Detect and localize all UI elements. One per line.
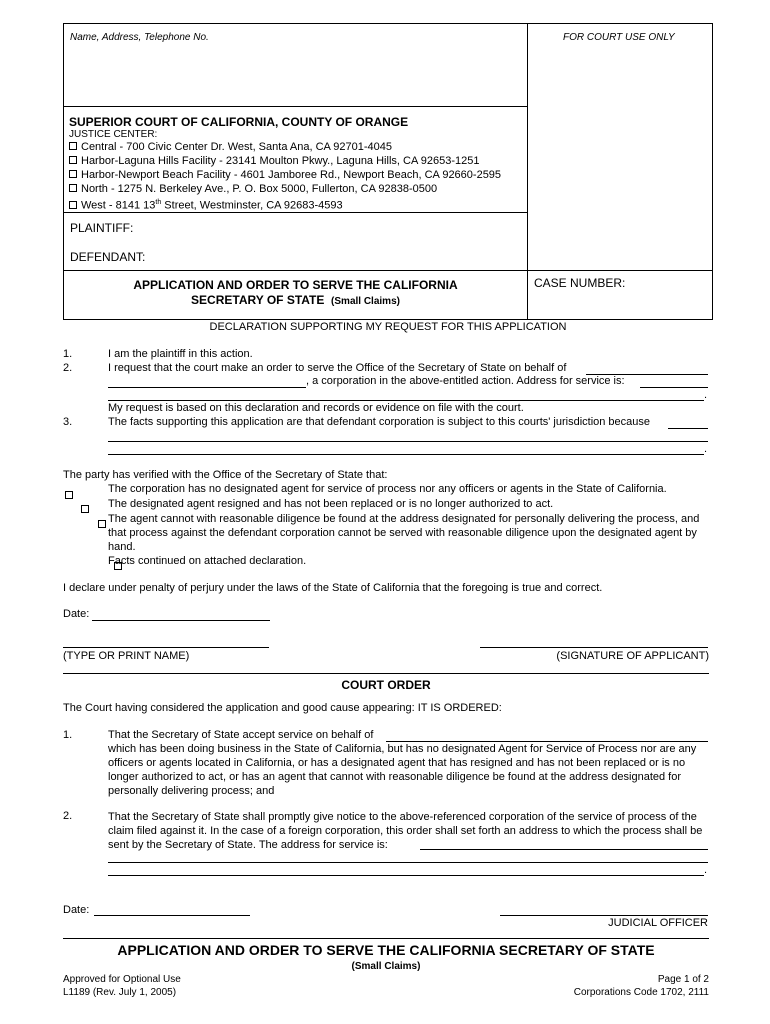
check-facts-continued-text: Facts continued on attached declaration. <box>108 555 307 567</box>
corporations-code: Corporations Code 1702, 2111 <box>573 987 709 998</box>
center-option-laguna[interactable]: Harbor-Laguna Hills Facility - 23141 Moulton Pkwy., Laguna Hills, CA 92653-1251 <box>69 154 501 168</box>
checkbox[interactable] <box>69 142 77 150</box>
page-number: Page 1 of 2 <box>657 974 709 985</box>
court-use-label: FOR COURT USE ONLY <box>563 32 675 43</box>
checkbox[interactable] <box>69 184 77 192</box>
form-title: APPLICATION AND ORDER TO SERVE THE CALIFORNIA SECRETARY OF STATE (Small Claims) <box>133 278 458 307</box>
signature-field[interactable] <box>480 647 708 648</box>
perjury-statement: I declare under penalty of perjury under the laws of the State of California that the foregoing is true and correct. <box>63 582 603 594</box>
service-address-field[interactable] <box>640 387 708 388</box>
order-item1-rest: which has been doing business in the State of California, but has no designated Agent for Service of Process nor are any officers or agents located in California, or has a designated agent that has resigned and has not been replaced or is no longer authorized to act, or has an agent that cannot with reasonable diligence be found at the address designated for personally delivering process; and <box>108 743 697 797</box>
order-date-label: Date: <box>63 904 90 916</box>
jurisdiction-field-3[interactable] <box>108 454 704 455</box>
case-number-label: CASE NUMBER: <box>534 276 626 290</box>
footer-divider <box>63 938 709 939</box>
order-divider <box>63 673 709 674</box>
center-option-west[interactable]: West - 8141 13th Street, Westminster, CA 92683-4593 <box>69 196 501 213</box>
order-date-field[interactable] <box>94 915 250 916</box>
check-agent-resigned-text: The designated agent resigned and has not been replaced or is no longer authorized to act. <box>108 498 554 510</box>
footer-title: APPLICATION AND ORDER TO SERVE THE CALIFORNIA SECRETARY OF STATE <box>117 942 655 958</box>
justice-center-list <box>69 140 501 213</box>
decl-item2-basis: My request is based on this declaration and records or evidence on file with the court. <box>108 402 524 414</box>
service-address-field-cont[interactable] <box>108 400 704 401</box>
check-agent-not-found-text: The agent cannot with reasonable diligence be found at the address designated for personally delivering the process, and that process against the defendant corporation cannot be served with reasonable diligence upon the designated agent by hand. <box>108 513 700 553</box>
center-option-north[interactable]: North - 1275 N. Berkeley Ave., P. O. Box 5000, Fullerton, CA 92838-0500 <box>69 182 501 196</box>
jurisdiction-field[interactable] <box>668 428 708 429</box>
defendant-label: DEFENDANT: <box>70 250 146 264</box>
decl-item3-text: The facts supporting this application are that defendant corporation is subject to this courts' jurisdiction because <box>108 416 651 428</box>
order-intro: The Court having considered the application and good cause appearing: IT IS ORDERED: <box>63 702 502 714</box>
form-id: L1189 (Rev. July 1, 2005) <box>63 987 177 998</box>
order-item2-num: 2. <box>63 810 73 822</box>
caption-divider <box>527 23 528 320</box>
decl-item1-text: I am the plaintiff in this action. <box>108 348 253 360</box>
decl-item2-num: 2. <box>63 362 73 374</box>
judicial-officer-label: JUDICIAL OFFICER <box>608 917 708 929</box>
checkbox[interactable] <box>69 156 77 164</box>
court-order-heading: COURT ORDER <box>341 678 431 692</box>
decl-date-field[interactable] <box>92 620 270 621</box>
check-no-agent-text: The corporation has no designated agent for service of process nor any officers or agents in the State of California. <box>108 483 667 495</box>
checkbox[interactable] <box>69 170 77 178</box>
center-option-newport[interactable]: Harbor-Newport Beach Facility - 4601 Jamboree Rd., Newport Beach, CA 92660-2595 <box>69 168 501 182</box>
caption-hline-3 <box>63 270 713 271</box>
judicial-officer-signature-field[interactable] <box>500 915 708 916</box>
checkbox-agent-resigned[interactable] <box>81 505 89 513</box>
checkbox-agent-not-found[interactable] <box>98 520 106 528</box>
jurisdiction-field-2[interactable] <box>108 441 708 442</box>
order-address-field-2[interactable] <box>108 862 708 863</box>
footer-subtitle: (Small Claims) <box>351 961 421 972</box>
order-item2-end: . <box>704 864 708 876</box>
name-address-label: Name, Address, Telephone No. <box>70 32 209 43</box>
type-name-field[interactable] <box>63 647 269 648</box>
checkbox-no-agent[interactable] <box>65 491 73 499</box>
declaration-heading: DECLARATION SUPPORTING MY REQUEST FOR THIS APPLICATION <box>209 321 567 333</box>
order-item2-text: That the Secretary of State shall promptly give notice to the above-referenced corporation of the service of process of the claim filed against it. In the case of a foreign corporation, this order shall set forth an address to which the process shall be sent by the Secretary of State. The address for service is: <box>108 811 703 851</box>
type-name-label: (TYPE OR PRINT NAME) <box>63 650 190 662</box>
decl-item3-end: . <box>704 443 708 455</box>
order-item1-first: That the Secretary of State accept service on behalf of <box>108 729 374 741</box>
verified-intro: The party has verified with the Office of the Secretary of State that: <box>63 469 388 481</box>
decl-date-label: Date: <box>63 608 90 620</box>
decl-item2-line2: , a corporation in the above-entitled action. Address for service is: <box>306 375 625 387</box>
decl-item3-num: 3. <box>63 416 73 428</box>
signature-label: (SIGNATURE OF APPLICANT) <box>556 650 709 662</box>
caption-hline-1 <box>63 106 528 107</box>
order-address-field[interactable] <box>420 849 708 850</box>
justice-center-label: JUSTICE CENTER: <box>69 129 158 140</box>
checkbox[interactable] <box>69 201 77 209</box>
order-item1-num: 1. <box>63 729 73 741</box>
decl-item2-text: I request that the court make an order to serve the Office of the Secretary of State on behalf of <box>108 362 567 374</box>
approved-label: Approved for Optional Use <box>63 974 181 985</box>
decl-item1-num: 1. <box>63 348 73 360</box>
plaintiff-label: PLAINTIFF: <box>70 221 134 235</box>
decl-item2-end: . <box>704 389 708 401</box>
corporation-name-field-cont[interactable] <box>108 387 306 388</box>
center-option-central[interactable]: Central - 700 Civic Center Dr. West, Santa Ana, CA 92701-4045 <box>69 140 501 154</box>
order-address-field-3[interactable] <box>108 875 704 876</box>
court-title: SUPERIOR COURT OF CALIFORNIA, COUNTY OF ORANGE <box>69 115 409 129</box>
